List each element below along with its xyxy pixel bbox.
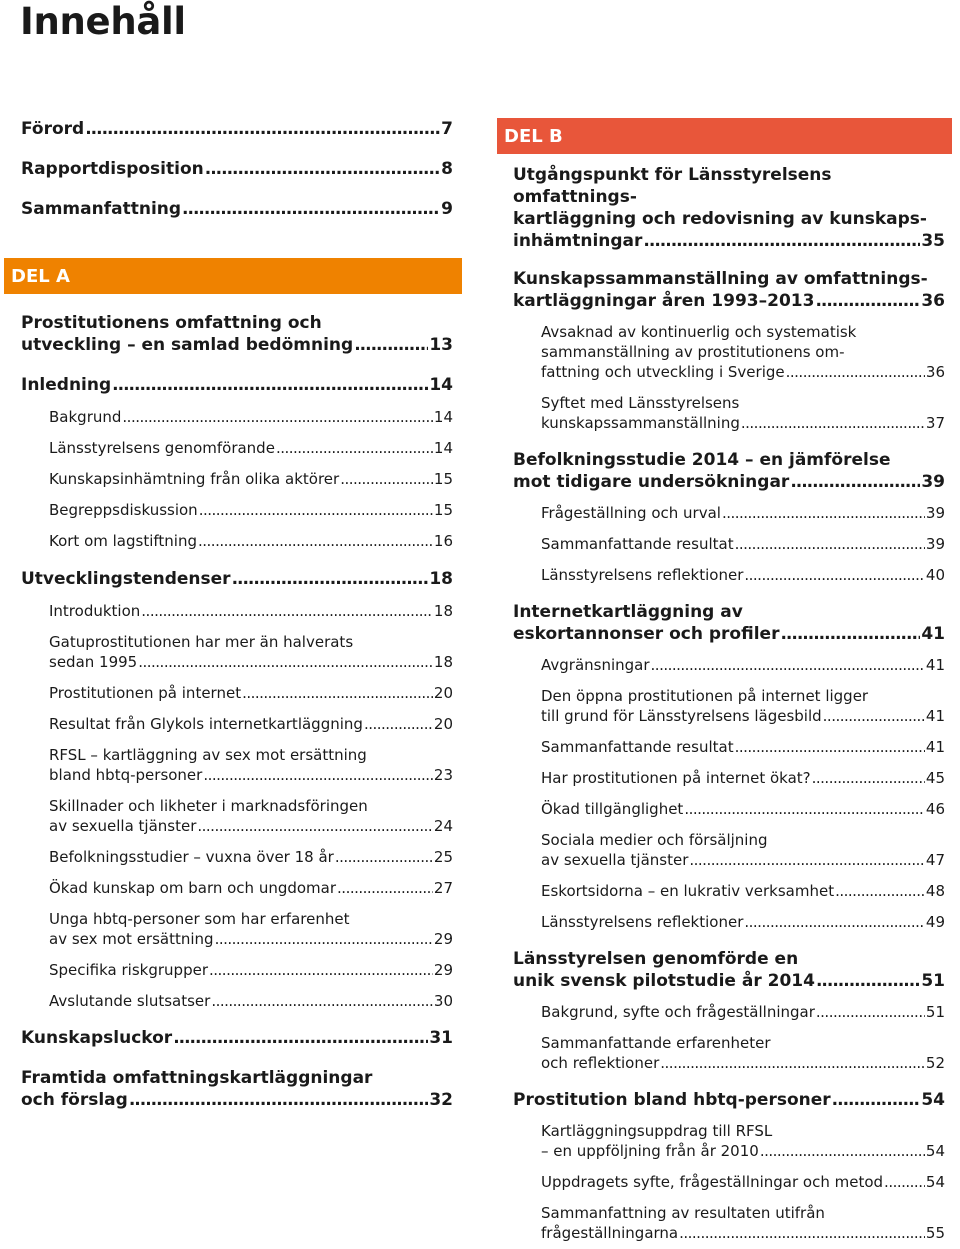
page-number: 37 xyxy=(925,414,945,432)
page-number: 15 xyxy=(433,501,453,519)
entry-title-line: Sociala medier och försäljning xyxy=(541,831,768,849)
entry-title-line: Syftet med Länsstyrelsens xyxy=(541,394,740,412)
page-number: 40 xyxy=(925,566,945,584)
entry-title-line: Prostitutionens omfattning och xyxy=(21,313,322,333)
entry-title-line: Gatuprostitutionen har mer än halverats xyxy=(49,633,354,651)
entry-title-line: Specifika riskgrupper xyxy=(49,961,208,979)
dot-leader xyxy=(651,655,925,675)
entry-title-line: Framtida omfattningskartläggningar xyxy=(21,1068,373,1088)
entry-title-line: Sammanfattande erfarenheter xyxy=(541,1034,771,1052)
dot-leader xyxy=(122,407,433,427)
dot-leader xyxy=(337,878,433,898)
toc-section-entry[interactable] xyxy=(541,565,945,585)
page-number: 39 xyxy=(925,504,945,522)
dot-leader xyxy=(735,737,925,757)
page-number: 7 xyxy=(441,119,453,139)
toc-section-entry[interactable] xyxy=(49,847,453,867)
page-number: 47 xyxy=(925,851,945,869)
entry-title-line: Avsaknad av kontinuerlig och systematisk xyxy=(541,323,857,341)
entry-title-line: Ökad tillgänglighet xyxy=(541,800,684,818)
entry-title-line: fattning och utveckling i Sverige xyxy=(541,363,785,381)
page-number: 18 xyxy=(433,602,453,620)
entry-title-line: Avgränsningar xyxy=(541,656,650,674)
page-number: 14 xyxy=(433,439,453,457)
toc-chapter-entry[interactable] xyxy=(21,374,453,396)
page-number: 41 xyxy=(925,738,945,756)
dot-leader xyxy=(790,471,920,493)
dot-leader xyxy=(276,438,433,458)
page-number: 14 xyxy=(433,408,453,426)
page-number: 16 xyxy=(433,532,453,550)
entry-title-line: av sexuella tjänster xyxy=(541,851,689,869)
entry-title-line: Frågeställning och urval xyxy=(541,504,721,522)
entry-title-line: Länsstyrelsen genomförde en xyxy=(513,949,799,969)
dot-leader xyxy=(812,768,925,788)
entry-title-line: Eskortsidorna – en lukrativ verksamhet xyxy=(541,882,835,900)
page-number: 51 xyxy=(921,971,945,991)
toc-section-entry[interactable] xyxy=(541,1121,945,1161)
entry-title-line: eskortannonser och profiler xyxy=(513,624,780,644)
entry-title-line: Den öppna prostitutionen på internet ligger xyxy=(541,687,869,705)
entry-title-line: Sammanfattning xyxy=(21,199,182,219)
entry-title-line: sedan 1995 xyxy=(49,653,138,671)
page-number: 35 xyxy=(921,231,945,251)
page-number: 41 xyxy=(925,656,945,674)
entry-title-line: kunskapssammanställning xyxy=(541,414,740,432)
dot-leader xyxy=(689,850,925,870)
toc-chapter-entry[interactable] xyxy=(21,1067,453,1111)
page-number: 18 xyxy=(429,569,453,589)
dot-leader xyxy=(832,1089,921,1111)
toc-chapter-entry[interactable] xyxy=(21,158,453,180)
toc-section-entry[interactable] xyxy=(49,632,453,672)
toc-section-entry[interactable] xyxy=(49,960,453,980)
section-banner-del-b xyxy=(497,118,952,154)
toc-section-entry[interactable] xyxy=(541,830,945,870)
entry-title-line: unik svensk pilotstudie år 2014 xyxy=(513,971,815,991)
entry-title-line: Introduktion xyxy=(49,602,141,620)
entry-title-line: Befolkningsstudier – vuxna över 18 år xyxy=(49,848,334,866)
entry-title-line: och reflektioner xyxy=(541,1054,660,1072)
dot-leader xyxy=(735,534,925,554)
page-number: 36 xyxy=(921,291,945,311)
entry-title-line: Länsstyrelsens genomförande xyxy=(49,439,275,457)
toc-section-entry[interactable] xyxy=(541,503,945,523)
toc-section-entry[interactable] xyxy=(541,912,945,932)
dot-leader xyxy=(215,929,433,949)
entry-title-line: bland hbtq-personer xyxy=(49,766,203,784)
entry-title-line: Bakgrund xyxy=(49,408,122,426)
toc-chapter-entry[interactable] xyxy=(21,1027,453,1049)
entry-title-line: Rapportdisposition xyxy=(21,159,204,179)
toc-chapter-entry[interactable] xyxy=(513,601,945,645)
page-number: 49 xyxy=(925,913,945,931)
dot-leader xyxy=(835,881,925,901)
page-number: 29 xyxy=(433,961,453,979)
entry-title-line: Länsstyrelsens reflektioner xyxy=(541,566,744,584)
toc-section-entry[interactable] xyxy=(49,531,453,551)
entry-title-line: Sammanfattande resultat xyxy=(541,535,734,553)
page-number: 41 xyxy=(921,624,945,644)
toc-chapter-entry[interactable] xyxy=(513,948,945,992)
page-number: 20 xyxy=(433,715,453,733)
page-number: 20 xyxy=(433,684,453,702)
dot-leader xyxy=(209,960,433,980)
toc-section-entry[interactable] xyxy=(49,407,453,427)
entry-title-line: Har prostitutionen på internet ökat? xyxy=(541,769,811,787)
toc-section-entry[interactable] xyxy=(541,655,945,675)
page-number: 13 xyxy=(429,335,453,355)
page-number: 54 xyxy=(925,1173,945,1191)
dot-leader xyxy=(335,847,433,867)
toc-section-entry[interactable] xyxy=(541,737,945,757)
dot-leader xyxy=(816,1002,925,1022)
toc-section-entry[interactable] xyxy=(541,799,945,819)
toc-chapter-entry[interactable] xyxy=(21,198,453,220)
page-number: 31 xyxy=(429,1028,453,1048)
toc-right-column xyxy=(504,118,945,1243)
entry-title-line: Kunskapssammanställning av omfattnings- xyxy=(513,269,928,289)
toc-section-entry[interactable] xyxy=(49,745,453,785)
dot-leader xyxy=(823,706,925,726)
dot-leader xyxy=(203,765,433,785)
dot-leader xyxy=(815,290,920,312)
entry-title-line: Uppdragets syfte, frågeställningar och metod xyxy=(541,1173,884,1191)
page-title: Innehåll xyxy=(20,0,186,43)
dot-leader xyxy=(744,565,925,585)
page-number: 30 xyxy=(433,992,453,1010)
entry-title-line: Utgångspunkt för Länsstyrelsens omfattnings- xyxy=(513,165,832,207)
dot-leader xyxy=(198,531,433,551)
toc-section-entry[interactable] xyxy=(49,878,453,898)
entry-title-line: mot tidigare undersökningar xyxy=(513,472,790,492)
dot-leader xyxy=(684,799,925,819)
page-number: 14 xyxy=(429,375,453,395)
dot-leader xyxy=(760,1141,925,1161)
page-number: 24 xyxy=(433,817,453,835)
entry-title-line: utveckling – en samlad bedömning xyxy=(21,335,354,355)
toc-chapter-entry[interactable] xyxy=(513,1089,945,1111)
toc-left-column xyxy=(11,118,453,1111)
page-number: 45 xyxy=(925,769,945,787)
toc-section-entry[interactable] xyxy=(541,322,945,382)
entry-title-line: Förord xyxy=(21,119,85,139)
page-number: 29 xyxy=(433,930,453,948)
entry-title-line: Sammanfattande resultat xyxy=(541,738,734,756)
toc-section-entry[interactable] xyxy=(49,438,453,458)
entry-title-line: Kartläggningsuppdrag till RFSL xyxy=(541,1122,773,1140)
dot-leader xyxy=(741,413,925,433)
toc-section-entry[interactable] xyxy=(541,1203,945,1243)
entry-title-line: Unga hbtq-personer som har erfarenhet xyxy=(49,910,350,928)
toc-chapter-entry[interactable] xyxy=(513,268,945,312)
dot-leader xyxy=(141,601,433,621)
toc-section-entry[interactable] xyxy=(49,796,453,836)
dot-leader xyxy=(242,683,433,703)
entry-title-line: Inledning xyxy=(21,375,112,395)
page-number: 41 xyxy=(925,707,945,725)
dot-leader xyxy=(679,1223,925,1243)
entry-title-line: och förslag xyxy=(21,1090,128,1110)
toc-chapter-entry[interactable] xyxy=(21,312,453,356)
entry-title-line: Begreppsdiskussion xyxy=(49,501,198,519)
page-number: 25 xyxy=(433,848,453,866)
entry-title-line: Avslutande slutsatser xyxy=(49,992,211,1010)
entry-title-line: inhämtningar xyxy=(513,231,643,251)
dot-leader xyxy=(643,230,920,252)
entry-title-line: Skillnader och likheter i marknadsföringen xyxy=(49,797,368,815)
toc-chapter-entry[interactable] xyxy=(513,164,945,252)
banner-label: DEL B xyxy=(504,125,563,147)
page-number: 54 xyxy=(921,1090,945,1110)
dot-leader xyxy=(232,568,429,590)
page-number: 9 xyxy=(441,199,453,219)
dot-leader xyxy=(85,118,440,140)
toc-section-entry[interactable] xyxy=(541,768,945,788)
page-number: 46 xyxy=(925,800,945,818)
page-number: 51 xyxy=(925,1003,945,1021)
dot-leader xyxy=(364,714,433,734)
entry-title-line: till grund för Länsstyrelsens lägesbild xyxy=(541,707,822,725)
dot-leader xyxy=(112,374,428,396)
entry-title-line: Kunskapsluckor xyxy=(21,1028,173,1048)
entry-title-line: Prostitution bland hbtq-personer xyxy=(513,1090,831,1110)
page-number: 15 xyxy=(433,470,453,488)
entry-title-line: av sex mot ersättning xyxy=(49,930,214,948)
dot-leader xyxy=(138,652,433,672)
entry-title-line: Prostitutionen på internet xyxy=(49,684,242,702)
dot-leader xyxy=(197,816,433,836)
dot-leader xyxy=(744,912,925,932)
toc-section-entry[interactable] xyxy=(541,393,945,433)
dot-leader xyxy=(173,1027,428,1049)
toc-section-entry[interactable] xyxy=(49,601,453,621)
dot-leader xyxy=(205,158,440,180)
entry-title-line: frågeställningarna xyxy=(541,1224,679,1242)
section-banner-del-a xyxy=(4,258,462,294)
toc-section-entry[interactable] xyxy=(541,881,945,901)
entry-title-line: – en uppföljning från år 2010 xyxy=(541,1142,759,1160)
toc-section-entry[interactable] xyxy=(541,534,945,554)
toc-section-entry[interactable] xyxy=(49,500,453,520)
toc-section-entry[interactable] xyxy=(541,1172,945,1192)
page-number: 55 xyxy=(925,1224,945,1242)
banner-label: DEL A xyxy=(11,265,70,287)
toc-section-entry[interactable] xyxy=(49,714,453,734)
page-number: 32 xyxy=(429,1090,453,1110)
dot-leader xyxy=(884,1172,925,1192)
page-number: 52 xyxy=(925,1054,945,1072)
toc-chapter-entry[interactable] xyxy=(21,118,453,140)
entry-title-line: av sexuella tjänster xyxy=(49,817,197,835)
toc-section-entry[interactable] xyxy=(49,991,453,1011)
toc-section-entry[interactable] xyxy=(541,1033,945,1073)
dot-leader xyxy=(340,469,433,489)
page-number: 23 xyxy=(433,766,453,784)
dot-leader xyxy=(816,970,920,992)
entry-title-line: Bakgrund, syfte och frågeställningar xyxy=(541,1003,815,1021)
entry-title-line: Sammanfattning av resultaten utifrån xyxy=(541,1204,825,1222)
entry-title-line: Internetkartläggning av xyxy=(513,602,743,622)
entry-title-line: Resultat från Glykols internetkartläggning xyxy=(49,715,363,733)
entry-title-line: Ökad kunskap om barn och ungdomar xyxy=(49,879,337,897)
entry-title-line: RFSL – kartläggning av sex mot ersättning xyxy=(49,746,367,764)
entry-title-line: kartläggningar åren 1993–2013 xyxy=(513,291,815,311)
dot-leader xyxy=(660,1053,925,1073)
entry-title-line: kartläggning och redovisning av kunskaps- xyxy=(513,209,927,229)
page-number: 8 xyxy=(441,159,453,179)
page-number: 27 xyxy=(433,879,453,897)
entry-title-line: sammanställning av prostitutionens om- xyxy=(541,343,845,361)
page-number: 48 xyxy=(925,882,945,900)
dot-leader xyxy=(780,623,920,645)
dot-leader xyxy=(354,334,428,356)
entry-title-line: Utvecklingstendenser xyxy=(21,569,231,589)
entry-title-line: Länsstyrelsens reflektioner xyxy=(541,913,744,931)
dot-leader xyxy=(786,362,925,382)
entry-title-line: Kunskapsinhämtning från olika aktörer xyxy=(49,470,340,488)
toc-section-entry[interactable] xyxy=(49,683,453,703)
dot-leader xyxy=(129,1089,429,1111)
dot-leader xyxy=(182,198,440,220)
entry-title-line: Befolkningsstudie 2014 – en jämförelse xyxy=(513,450,891,470)
dot-leader xyxy=(199,500,433,520)
page-number: 39 xyxy=(925,535,945,553)
page-number: 18 xyxy=(433,653,453,671)
page-number: 36 xyxy=(925,363,945,381)
toc-chapter-entry[interactable] xyxy=(513,449,945,493)
dot-leader xyxy=(722,503,925,523)
dot-leader xyxy=(211,991,433,1011)
toc-section-entry[interactable] xyxy=(541,686,945,726)
toc-chapter-entry[interactable] xyxy=(21,568,453,590)
page-number: 54 xyxy=(925,1142,945,1160)
page-number: 39 xyxy=(921,472,945,492)
toc-section-entry[interactable] xyxy=(49,909,453,949)
entry-title-line: Kort om lagstiftning xyxy=(49,532,197,550)
toc-section-entry[interactable] xyxy=(49,469,453,489)
toc-section-entry[interactable] xyxy=(541,1002,945,1022)
